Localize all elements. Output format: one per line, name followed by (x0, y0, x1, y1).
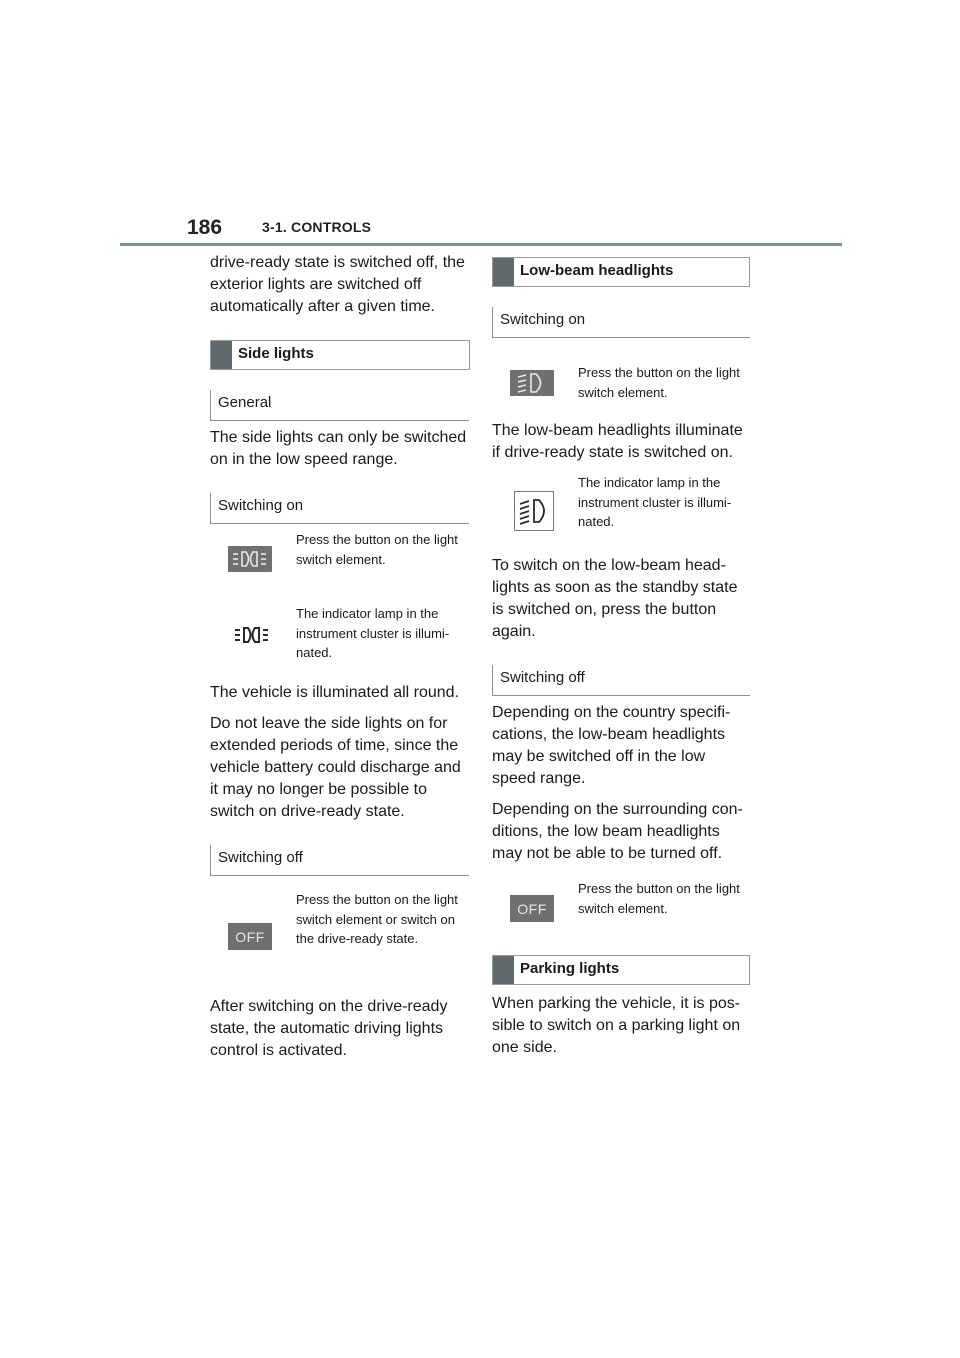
low-beam-para-1: The low-beam headlights illuminate if drive-ready state is switched on. (492, 422, 743, 461)
right-column (492, 257, 752, 1068)
low-beam-indicator-row (492, 473, 752, 549)
low-beam-off-text: Press the button on the light switch element. (578, 881, 740, 916)
side-lights-off-row (210, 890, 470, 994)
side-light-indicator-row (210, 604, 470, 680)
intro-text: drive-ready state is switched off, the exterior lights are switched off automatically after a given time. (210, 254, 465, 315)
low-beam-indicator-icon (514, 491, 554, 531)
off-button-icon-right: OFF (510, 895, 554, 922)
off-button-icon: OFF (228, 923, 272, 950)
left-column (210, 252, 470, 1071)
side-lights-para-1: The vehicle is illuminated all round. (210, 684, 460, 701)
low-beam-switching-off-subheading: Switching off (492, 665, 750, 696)
low-beam-off-para-2: Depending on the surrounding con-ditions, the low beam headlights may not be able to be turned off. (492, 801, 743, 862)
side-light-indicator-icon (232, 624, 272, 651)
low-beam-para-2: To switch on the low-beam head-lights as soon as the standby state is switched on, press the button again. (492, 557, 738, 640)
low-beam-heading: Low-beam headlights (492, 257, 750, 287)
low-beam-press-row (492, 346, 752, 418)
general-subheading: General (210, 390, 469, 421)
low-beam-off-row (492, 879, 752, 951)
page-header (0, 0, 960, 250)
side-lights-para-2: Do not leave the side lights on for extended periods of time, since the vehicle battery could discharge and it may no longer be possible to switch on drive-ready state. (210, 715, 461, 820)
side-lights-off-para: After switching on the drive-ready state, the automatic driving lights control is activated. (210, 998, 448, 1059)
page-number: 186 (187, 216, 223, 239)
low-beam-switching-on-subheading: Switching on (492, 307, 750, 338)
side-light-press-row (210, 532, 470, 604)
low-beam-off-para-1: Depending on the country specifi-cations, the low-beam headlights may be switched off in the low speed range. (492, 704, 731, 787)
general-text: The side lights can only be switched on in the low speed range. (210, 429, 467, 468)
switching-on-subheading: Switching on (210, 493, 469, 524)
section-title: 3-1. CONTROLS (262, 219, 372, 235)
side-light-press-text: Press the button on the light switch element. (296, 532, 458, 567)
side-light-icon (228, 546, 272, 572)
low-beam-indicator-text: The indicator lamp in the instrument cluster is illumi-nated. (578, 475, 732, 529)
parking-lights-heading: Parking lights (492, 955, 750, 985)
header-rule (120, 243, 842, 246)
side-light-indicator-text: The indicator lamp in the instrument cluster is illumi-nated. (296, 606, 450, 660)
side-lights-off-text: Press the button on the light switch element or switch on the drive-ready state. (296, 892, 458, 946)
parking-para: When parking the vehicle, it is pos-sible to switch on a parking light on one side. (492, 995, 741, 1056)
low-beam-press-text: Press the button on the light switch element. (578, 365, 740, 400)
side-lights-heading: Side lights (210, 340, 470, 370)
low-beam-icon (510, 370, 554, 396)
side-lights-switching-off-subheading: Switching off (210, 845, 469, 876)
